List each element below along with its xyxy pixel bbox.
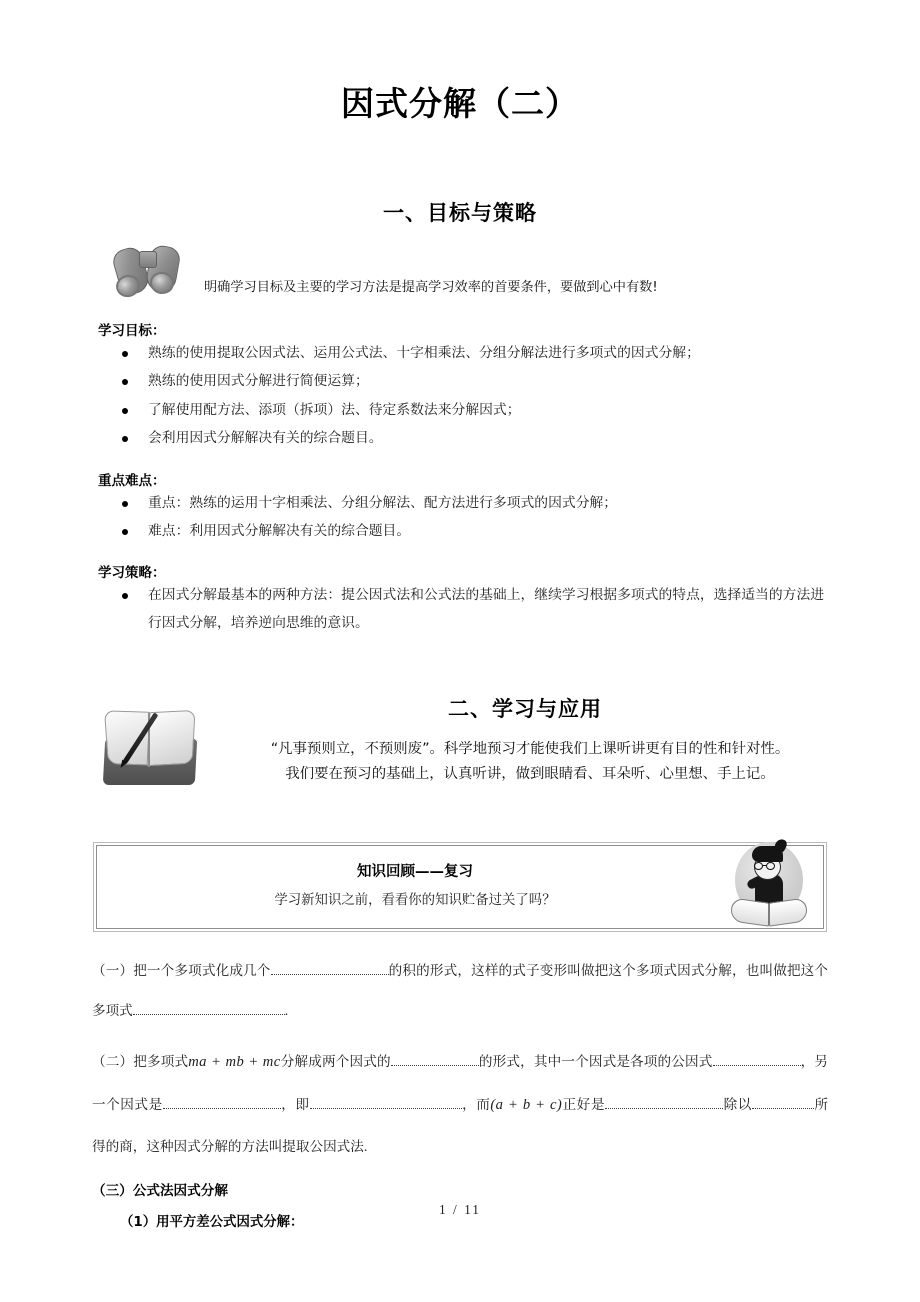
blank-field[interactable] [271,974,389,975]
blank-field[interactable] [391,1065,479,1066]
review-box-title: 知识回顾——复习 [357,863,473,880]
fill-2-lead: （二）把多项式 [92,1053,189,1069]
review-box-content [97,846,823,908]
fill-1-tail: . [284,1002,289,1018]
fill-2-j: 所得的商，这种因式 [92,1096,829,1154]
glasses-icon [754,862,780,870]
section-1-intro-text: 明确学习目标及主要的学习方法是提高学习效率的首要条件，要做到心中有数! [204,280,658,295]
fill-2-i: 除以 [723,1096,752,1112]
list-item: 重点：熟练的运用十字相乘法、分组分解法、配方法进行多项式的因式分解； [92,489,828,517]
fill-2-g: ，而 [461,1096,491,1112]
preview-line-2: 我们要在预习的基础上，认真听讲，做到眼睛看、耳朵听、心里想、手上记。 [285,766,775,783]
blank-field[interactable] [713,1065,801,1066]
fill-1-lead: （一）把一个多项式化成几个 [92,962,271,978]
avatar-book-page-left [731,897,769,926]
blank-field[interactable] [133,1014,285,1015]
list-item: 难点：利用因式分解解决有关的综合题目。 [92,517,828,545]
avatar-open-book [731,900,807,926]
blank-field[interactable] [310,1108,462,1109]
section-2-preview-text [92,737,828,788]
objectives-list [92,339,828,453]
glasses-lens-left [754,862,763,870]
list-item: 了解使用配方法、添项（拆项）法、待定系数法来分解因式； [92,396,828,424]
page-footer: 1 / 11 [438,1202,481,1217]
list-item: 在因式分解最基本的两种方法：提公因式法和公式法的基础上，继续学习根据多项式的特点，选择适当的方法进行因式分解，培养逆向思维的意识。 [92,581,828,636]
fill-2-f: ，即 [280,1096,310,1112]
fill-2-k: 分解的方法叫提取公因式法. [200,1138,368,1154]
preview-line-1: “凡事预则立，不预则废”。科学地预习才能使我们上课听讲更有目的性和针对性。 [270,740,790,757]
fill-2-c: 的形式，其中一个因式是各项的公因式 [478,1053,713,1069]
fill-paragraph-1 [92,951,828,1031]
list-item: 会利用因式分解解决有关的综合题目。 [92,424,828,452]
keypoints-title: 重点难点： [98,472,166,489]
list-item: 熟练的使用因式分解进行简便运算； [92,367,828,395]
binoculars-icon [110,241,190,303]
glasses-lens-right [766,862,775,870]
item-3-heading: （三）公式法因式分解 [92,1183,228,1199]
fill-1-mid: 的积的形式，这样的式子变形叫做把这个多项式因式分解，也叫做把这个多项式 [92,962,829,1018]
formula-ma-mb-mc: ma + mb + mc [188,1053,281,1070]
review-box [96,845,824,929]
fill-2-e: 是 [148,1096,163,1112]
keypoints-list [92,489,828,546]
strategy-list [92,581,828,636]
objectives-title: 学习目标： [98,323,166,339]
section-2-block [92,693,828,811]
section-2-heading: 二、学习与应用 [448,696,602,721]
thinking-student-icon [725,838,813,934]
avatar-book-page-right [769,897,807,926]
blank-field[interactable] [163,1108,281,1109]
item-3-sub-1: （1）用平方差公式因式分解： [120,1215,304,1230]
section-1-heading: 一、目标与策略 [383,201,537,225]
fill-2-d: ，另一个因式 [92,1053,829,1112]
formula-a-b-c: (a + b + c) [490,1096,563,1113]
section-1-intro-row [92,241,828,303]
page-title: 因式分解（二） [341,84,579,123]
page-content [92,0,828,1230]
fill-paragraph-2 [92,1041,828,1167]
blank-field[interactable] [752,1108,814,1109]
avatar-hair [752,846,783,862]
binoculars-bridge [139,251,157,268]
fill-2-b: 分解成两个因式的 [280,1053,391,1069]
list-item: 熟练的使用提取公因式法、运用公式法、十字相乘法、分组分解法进行多项式的因式分解； [92,339,828,367]
blank-field[interactable] [605,1108,723,1109]
strategy-title: 学习策略： [98,565,166,582]
book-with-pen-icon [98,695,202,799]
fill-2-h: 正好是 [562,1096,606,1112]
review-box-subtitle: 学习新知识之前，看看你的知识贮备过关了吗？ [274,891,556,907]
